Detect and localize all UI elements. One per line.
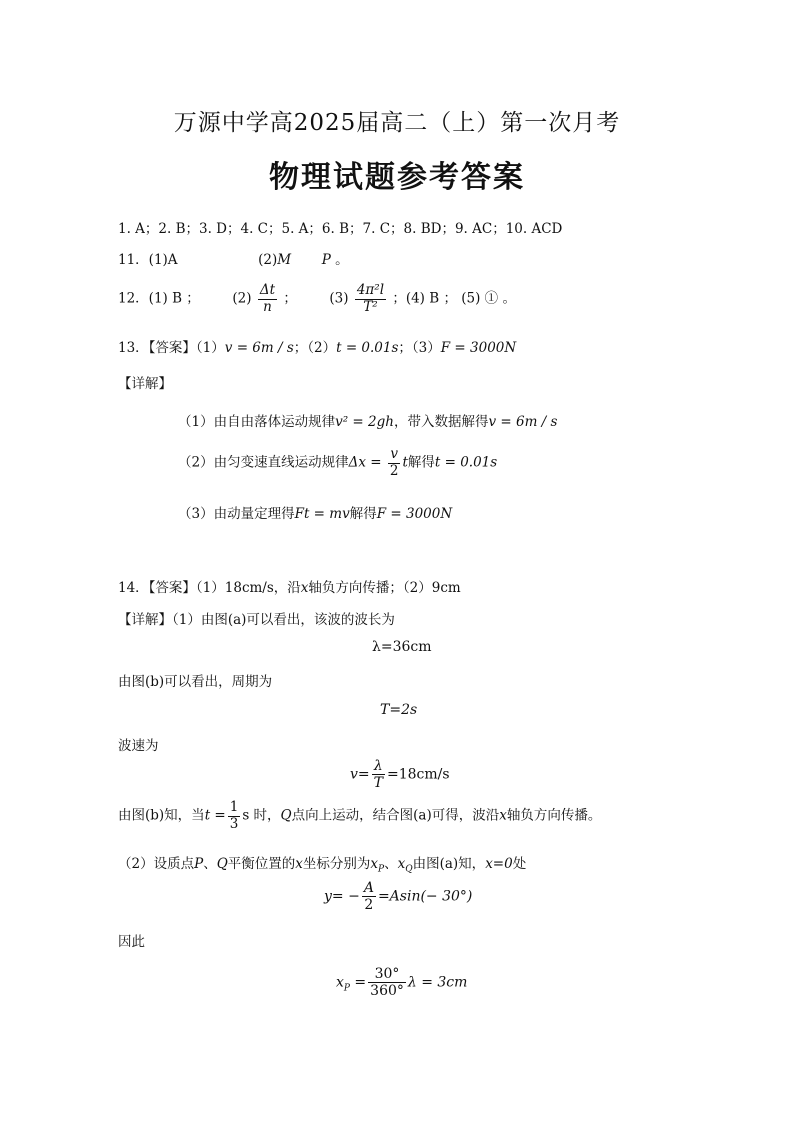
q14-speed-text: 波速为 [118,738,159,754]
period-eq: T=2s [380,702,418,718]
q12-answer [118,283,516,315]
q11-end: 。 [335,252,349,268]
q11-answer [118,248,349,268]
q11-p: P [321,252,331,268]
q12-fraction-2: $\frac{\text{4π²l}}{\text{T²}}$ [356,282,385,315]
q13-answer: 13．【答案】（1）v = 6m / s；（2）t = 0.01s；（3）F = 3000N [118,340,517,356]
answer-key-title: 物理试题参考答案 [269,160,525,195]
q12-sep: ； [283,290,297,307]
q13-fraction: $\frac{v}{2}$ [389,446,399,479]
q13-detail-3: （3）由动量定理得Ft = mv解得F = 3000N [178,506,453,522]
q11-label: 11．(1)A [118,252,178,268]
mc-answers: 1. A；2. B；3. D；4. C；5. A；6. B；7. C；8. BD；9. AC；10. ACD [118,221,563,237]
speed-eq: v= $\frac{\lambda}{T}$ =18cm/s [350,758,450,792]
q12-rest: ；(4) B ； (5) ① 。 [392,290,516,307]
q12-fraction-1: $\frac{\Delta t}{n}$ [259,282,276,315]
q12-label: 12．(1) B ； [118,290,200,307]
wavelength-eq: λ=36cm [372,639,432,655]
displacement-eq: y= − $\frac{A}{2}$ =Asin(− 30°) [324,880,473,914]
q14-therefore: 因此 [118,934,145,950]
q11-m: M [277,252,292,268]
q14-answer: 14．【答案】（1）18cm/s，沿x轴负方向传播；（2）9cm [118,580,461,596]
q12-part2: (2) [232,290,252,307]
q14-detail-1: 【详解】（1）由图(a)可以看出，该波的波长为 [118,612,395,628]
q14-period-text: 由图(b)可以看出，周期为 [118,674,273,690]
exam-title: 万源中学高2025届高二（上）第一次月考 [173,110,621,136]
q13-detail-1: （1）由自由落体运动规律v² = 2gh，带入数据解得v = 6m / s [178,414,558,430]
q13-detail-label: 【详解】 [118,376,172,392]
q13-detail-2: （2）由匀变速直线运动规律Δx = $\frac{v}{2}$ t解得t = 0.01s [178,446,498,479]
q14-part2: （2）设质点P、Q平衡位置的x坐标分别为$x_P$、$x_Q$由图(a)知，x=0处 [118,856,527,875]
xp-eq: $x_P$ = $\frac{30^\circ}{360^\circ}$ λ = 3cm [336,966,468,1000]
q14-direction: 由图(b)知，当t = $\frac{1}{3}$ s 时，Q点向上运动，结合图(a)可得，波沿x轴负方向传播。 [118,799,602,832]
q12-part3: (3) [329,290,349,307]
q11-part2: (2) [258,252,278,268]
